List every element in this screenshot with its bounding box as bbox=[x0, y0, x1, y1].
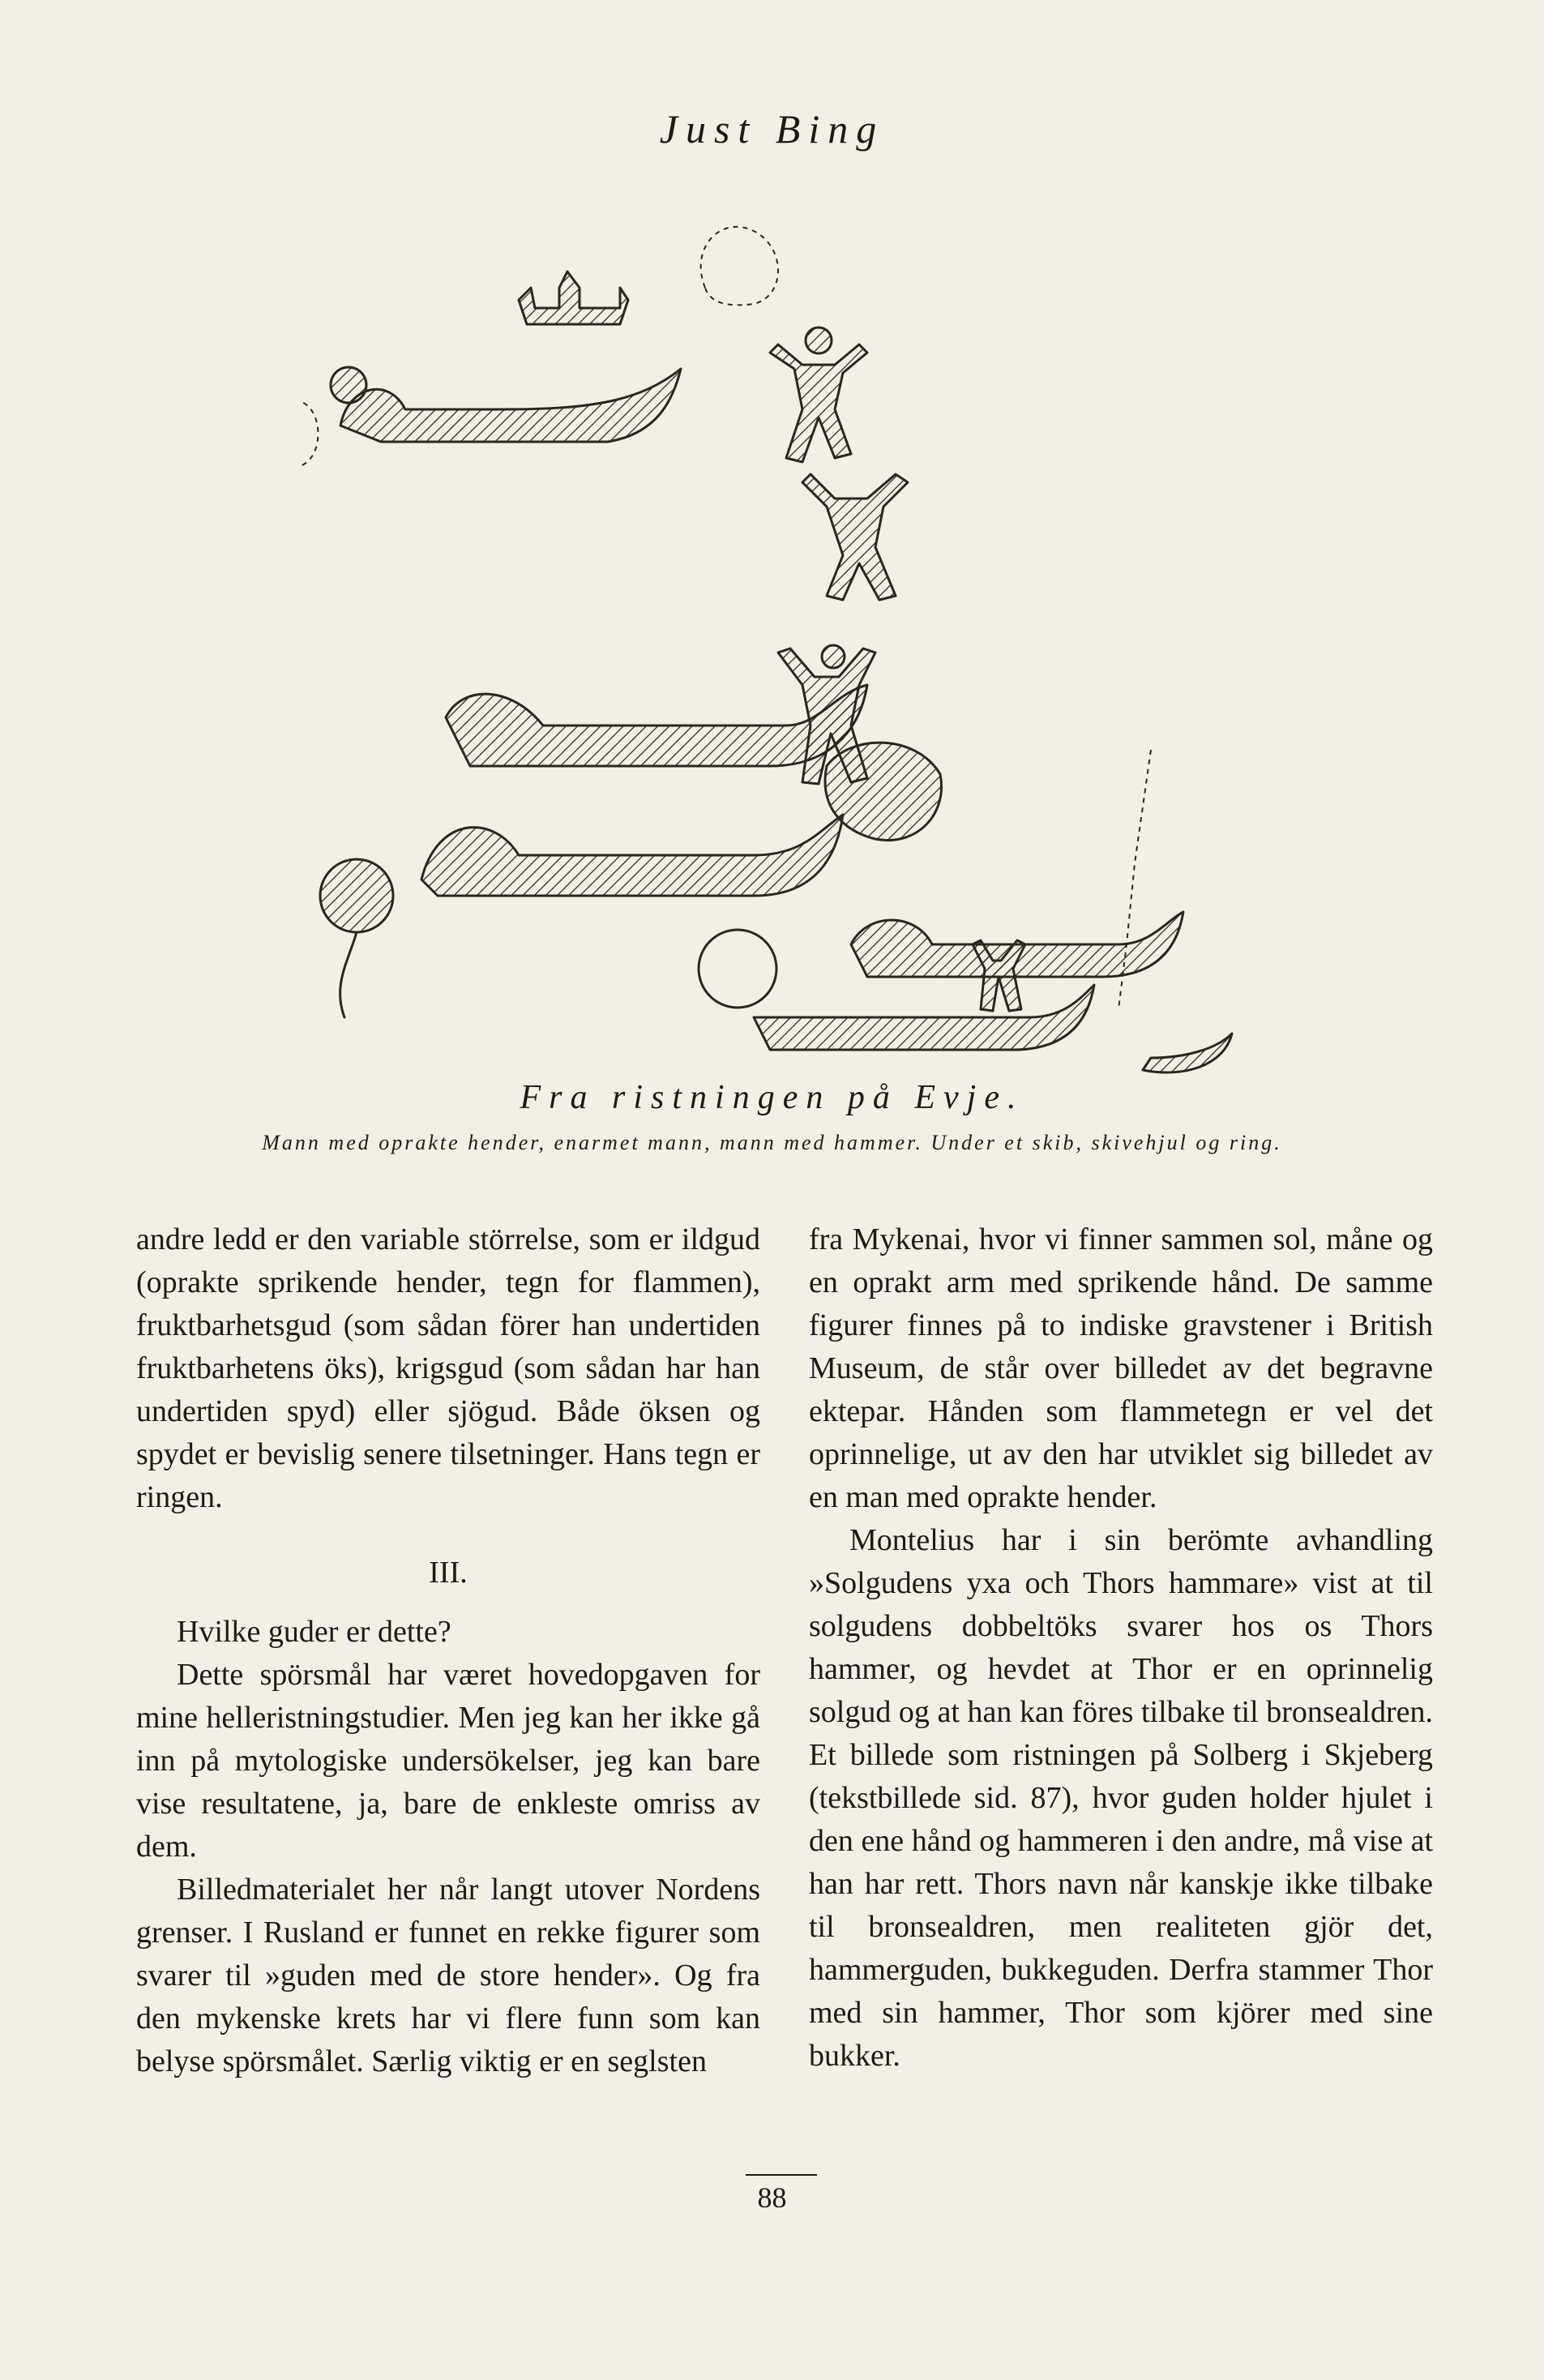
dotted-outline-left bbox=[300, 369, 319, 466]
ship-bottom bbox=[754, 985, 1094, 1050]
page-number-rule bbox=[746, 2174, 817, 2176]
wheel-left-stem bbox=[340, 932, 357, 1017]
shield-figure-center bbox=[825, 743, 941, 840]
right-column bbox=[809, 1218, 1433, 2078]
figure-raised-hands-2 bbox=[802, 474, 908, 600]
figure-head-3 bbox=[822, 645, 845, 668]
figure-head-1 bbox=[806, 327, 832, 353]
right-paragraph-1: fra Mykenai, hvor vi finner sammen sol, måne og en oprakt arm med sprikende hånd. De samme figurer finnes på to indiske gravstener i British Museum, de står over billedet av det begravne ektepar. Hånden som flammetegn er vel det oprinnelige, ut av den har utviklet sig billedet av en man med oprakte hender. bbox=[809, 1222, 1433, 1514]
dotted-outline-top bbox=[701, 227, 778, 306]
left-paragraph-4: Billedmaterialet her når langt utover Nordens grenser. I Rusland er funnet en rekke figurer som svarer til »guden med de store hender». Og fra den mykenske krets har vi flere funn som kan belyse spörsmålet. Særlig viktig er en seglsten bbox=[136, 1873, 760, 2078]
figure-top-boat bbox=[519, 272, 628, 324]
ship-lower-left bbox=[421, 815, 843, 896]
ring-lower bbox=[699, 930, 776, 1008]
page-number: 88 bbox=[757, 2181, 787, 2214]
running-title: Just Bing bbox=[659, 106, 885, 152]
right-paragraph-2: Montelius har i sin berömte avhandling »Solgudens yxa och Thors hammare» vist at til solgudens dobbeltöks svarer hos os Thors hammer, og hevdet at Thor er en oprinnelig solgud og at han kan föres tilbake til bronsealdren. Et billede som ristningen på Solberg i Skjeberg (tekstbillede sid. 87), hvor guden holder hjulet i den ene hånd og hammeren i den andre, må vise at han har rett. Thors navn når kanskje ikke tilbake til bronsealdren, men realiteten gjör det, hammerguden, bukkeguden. Derfra stammer Thor med sin hammer, Thor som kjörer med sine bukker. bbox=[809, 1523, 1433, 2073]
figure-caption-title: Fra ristningen på Evje. bbox=[520, 1079, 1024, 1116]
ship-upper-spiral bbox=[331, 367, 366, 403]
mark-bottom-right bbox=[1143, 1034, 1232, 1072]
figure-caption-text: Mann med oprakte hender, enarmet mann, mann med hammer. Under et skib, skivehjul og ring. bbox=[262, 1131, 1282, 1154]
ship-upper bbox=[340, 369, 681, 442]
left-paragraph-3: Dette spörsmål har været hovedopgaven for mine helleristningstudier. Men jeg kan her ikke gå inn på mytologiske undersökelser, jeg kan bare vise resultatene, ja, bare de enkleste omriss av dem. bbox=[136, 1658, 760, 1864]
wheel-left bbox=[320, 859, 393, 932]
left-paragraph-2: Hvilke guder er dette? bbox=[177, 1615, 451, 1649]
rock-carving-illustration bbox=[300, 166, 1248, 1078]
figure-raised-hands-1 bbox=[770, 345, 867, 462]
section-heading: III. bbox=[429, 1556, 468, 1590]
left-column bbox=[136, 1218, 760, 2083]
left-paragraph-1: andre ledd er den variable störrelse, som er ildgud (oprakte sprikende hender, tegn for flammen), fruktbarhetsgud (som sådan förer han undertiden fruktbarhetens öks), krigsgud (som sådan har han undertiden spyd) eller sjögud. Både öksen og spydet er bevislig senere tilsetninger. Hans tegn er ringen. bbox=[136, 1222, 760, 1514]
